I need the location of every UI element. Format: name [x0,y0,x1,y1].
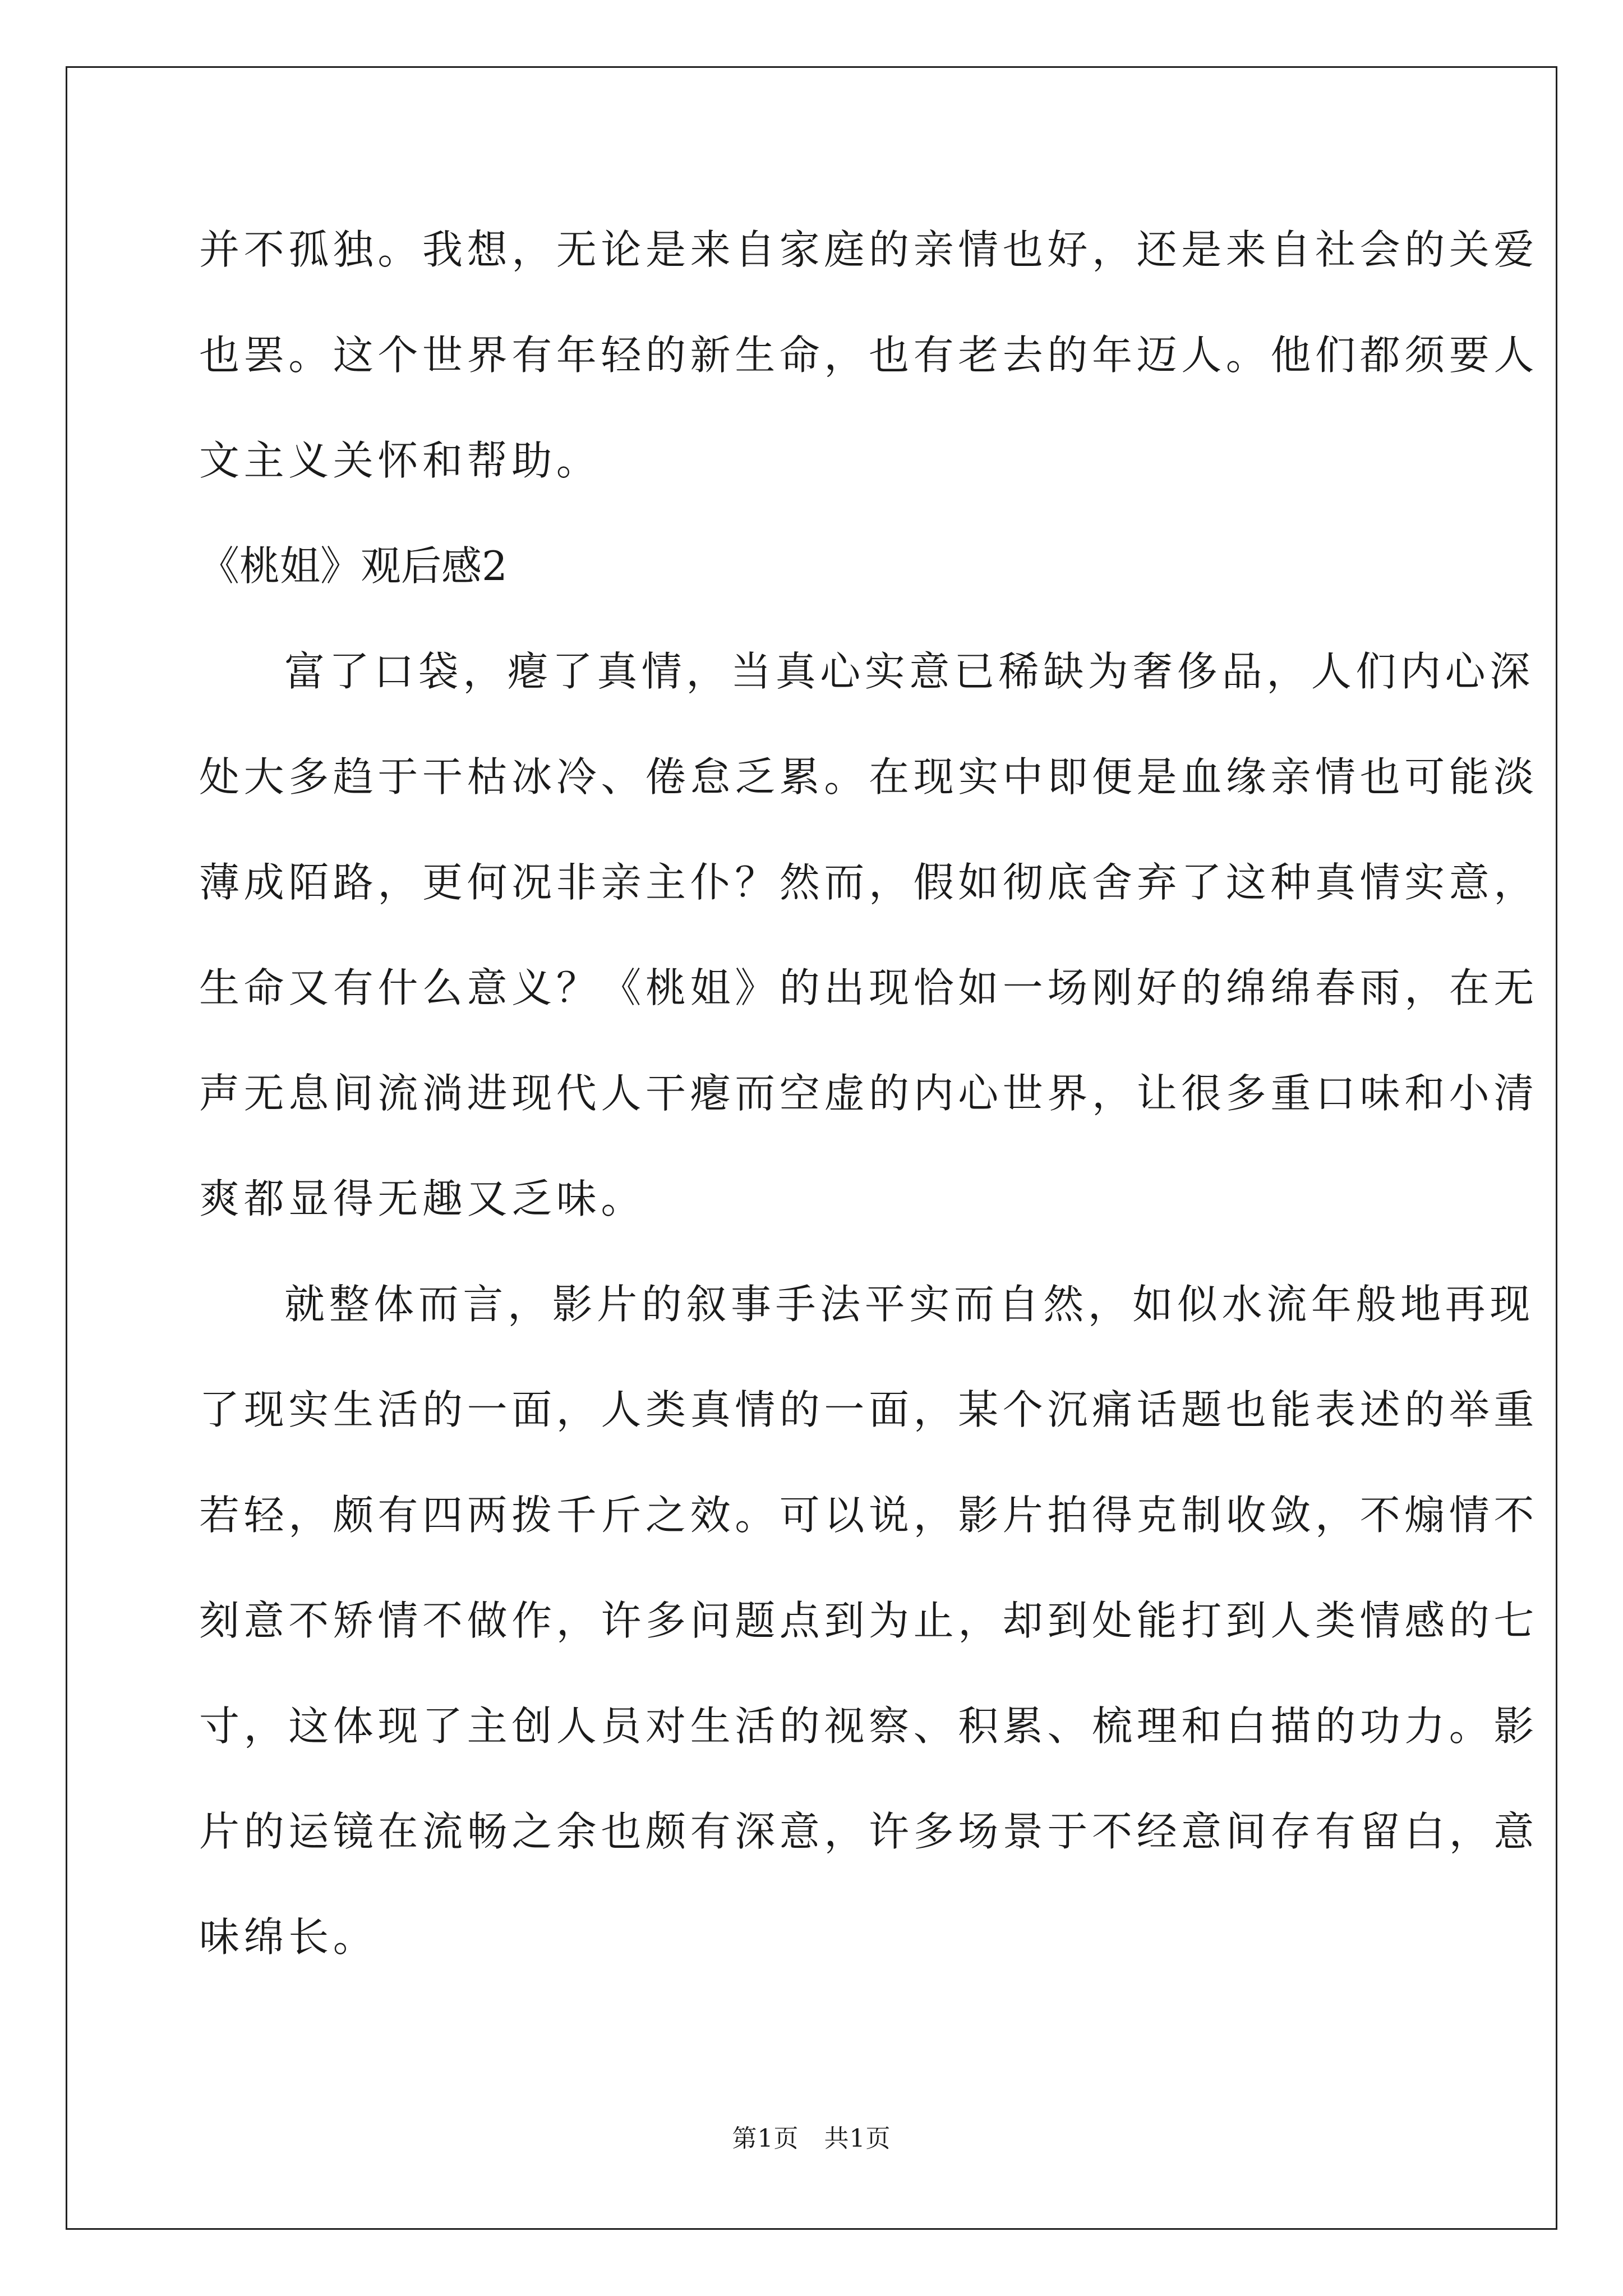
text-line: 处大多趋于干枯冰冷、倦怠乏累。在现实中即便是血缘亲情也可能淡 [199,753,1539,800]
text-line: 若轻，颇有四两拨千斤之效。可以说，影片拍得克制收敛，不煽情不 [199,1492,1539,1539]
text-line: 刻意不矫情不做作，许多问题点到为止，却到处能打到人类情感的七 [199,1597,1539,1644]
paragraph-first-line: 富了口袋，瘪了真情，当真心实意已稀缺为奢侈品，人们内心深 [284,648,1534,695]
text-line: 片的运镜在流畅之余也颇有深意，许多场景于不经意间存有留白，意 [199,1808,1539,1855]
text-line: 爽都显得无趣又乏味。 [199,1175,646,1222]
document-body [199,216,1539,2009]
text-line: 声无息间流淌进现代人干瘪而空虚的内心世界，让很多重口味和小清 [199,1070,1539,1117]
section-heading: 《桃姐》观后感2 [199,542,508,590]
page-number-footer: 第1页 共1页 [732,2124,891,2153]
text-line: 寸，这体现了主创人员对生活的视察、积累、梳理和白描的功力。影 [199,1703,1539,1750]
text-line: 薄成陌路，更何况非亲主仆？然而，假如彻底舍弃了这种真情实意， [199,859,1539,906]
text-line: 味绵长。 [199,1913,378,1961]
text-line: 并不孤独。我想，无论是来自家庭的亲情也好，还是来自社会的关爱 [199,226,1539,273]
paragraph-first-line: 就整体而言，影片的叙事手法平实而自然，如似水流年般地再现 [284,1281,1534,1328]
text-line: 也罢。这个世界有年轻的新生命，也有老去的年迈人。他们都须要人 [199,332,1539,379]
text-line: 了现实生活的一面，人类真情的一面，某个沉痛话题也能表述的举重 [199,1386,1539,1433]
text-line: 文主义关怀和帮助。 [199,437,601,484]
text-line: 生命又有什么意义？《桃姐》的出现恰如一场刚好的绵绵春雨，在无 [199,964,1539,1011]
